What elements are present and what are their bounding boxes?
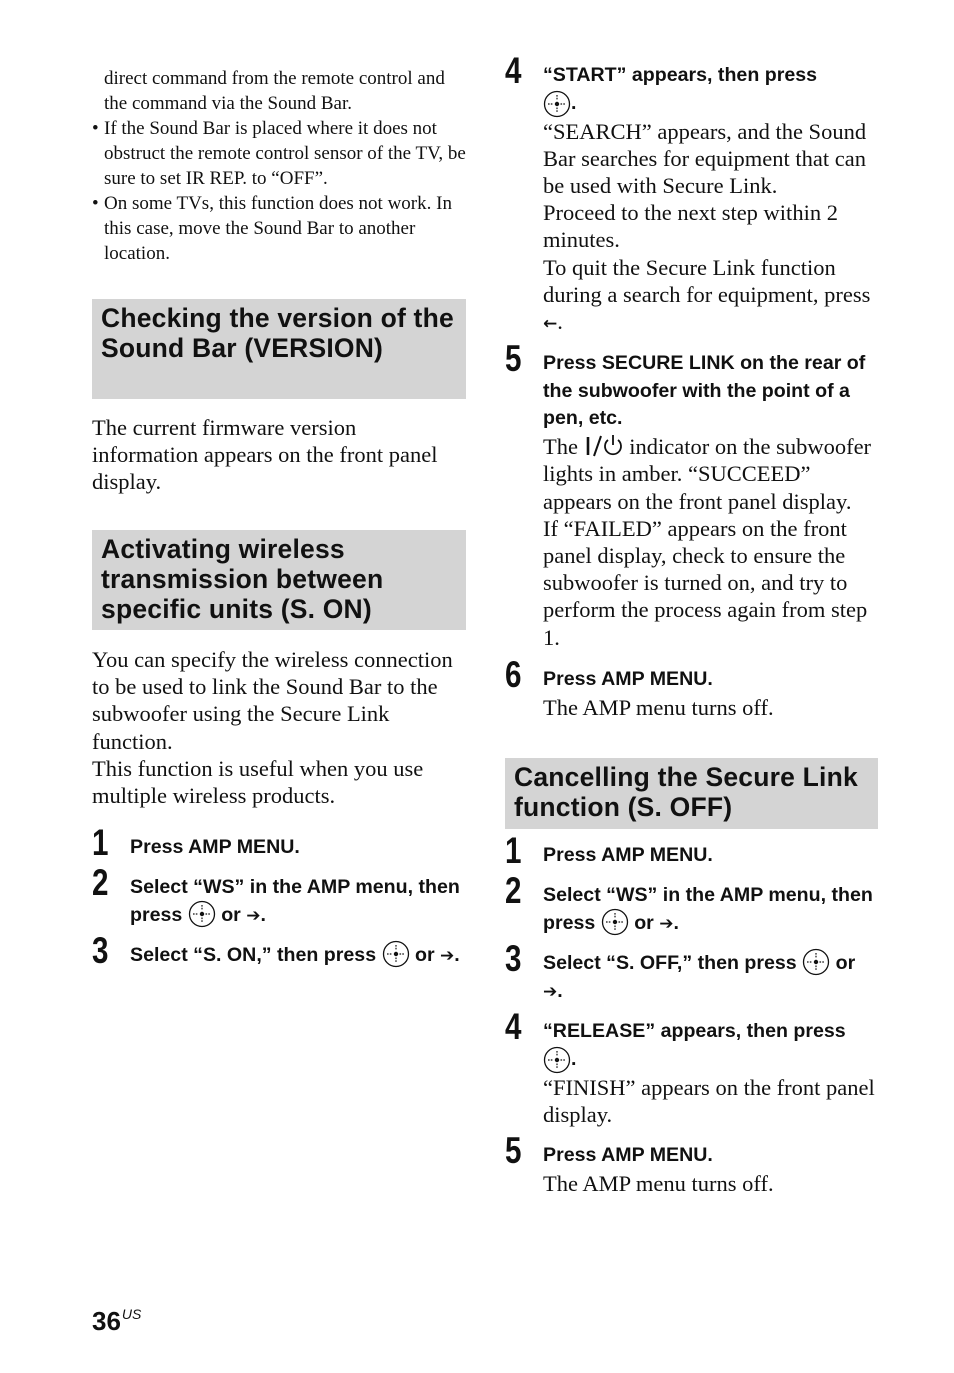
step-5: 5 Press SECURE LINK on the rear of the subwoofer with the point of a pen, etc. The indicator on the subwoofer lights in amber. “SUCCEED” appears on the front panel display. If “FAILED” appears on the front panel display, check to ensure the subwoofer is turned on, and try to perform the process again from step 1. — [505, 338, 872, 650]
back-arrow-icon: ← — [543, 313, 558, 334]
note-bullet: • On some TVs, this function does not work. In this case, move the Sound Bar to another location. — [92, 193, 452, 264]
s-on-description: You can specify the wireless connection to be used to link the Sound Bar to the subwoofer using the Secure Link function. This function is useful when you use multiple wireless products. — [92, 647, 453, 809]
enter-button-icon — [543, 1046, 571, 1074]
step-2: 2 Select “WS” in the AMP menu, then press or ➔. — [505, 870, 873, 934]
section-heading-version: Checking the version of the Sound Bar (VERSION) — [92, 299, 466, 399]
notes-list — [92, 116, 469, 266]
step-3: 3 Select “S. ON,” then press or ➔. — [92, 930, 460, 971]
arrow-right-icon: ➔ — [246, 905, 261, 926]
power-indicator-icon — [584, 434, 624, 458]
page-number: $36^{US}$ — [92, 1306, 142, 1336]
region-code: US — [121, 1306, 142, 1322]
arrow-right-icon: ➔ — [440, 946, 455, 967]
s-on-steps-left — [92, 822, 466, 1026]
step-6: 6 Press AMP MENU. The AMP menu turns off. — [505, 654, 774, 720]
enter-button-icon — [802, 948, 830, 976]
step-5: 5 Press AMP MENU. The AMP menu turns off. — [505, 1130, 774, 1196]
s-on-steps-right — [505, 50, 878, 734]
step-4: 4 “START” appears, then press . “SEARCH” appears, and the Sound Bar searches for equipment that can be used with Secure Link. Proceed to the next step within 2 minutes. To quit the Secure Link function during a search for equipment, press ←. — [505, 50, 871, 334]
step-4: 4 “RELEASE” appears, then press . “FINISH” appears on the front panel display. — [505, 1006, 875, 1127]
section-heading-s-off: Cancelling the Secure Link function (S. OFF) — [505, 758, 878, 829]
intro-continuation: direct command from the remote control and the command via the Sound Bar. — [104, 68, 445, 114]
section-heading-s-on: Activating wireless transmission between specific units (S. ON) — [92, 530, 466, 630]
arrow-right-icon: ➔ — [543, 982, 558, 1002]
s-off-steps — [505, 830, 878, 1214]
enter-button-icon — [543, 90, 571, 118]
note-bullet: • If the Sound Bar is placed where it does not obstruct the remote control sensor of the TV, be sure to set IR REP. to “OFF”. — [92, 118, 466, 189]
arrow-right-icon: ➔ — [659, 913, 674, 934]
step-1: 1 Press AMP MENU. — [92, 822, 300, 863]
step-3: 3 Select “S. OFF,” then press or ➔. — [505, 938, 856, 1002]
step-2: 2 Select “WS” in the AMP menu, then press or ➔. — [92, 862, 460, 926]
step-1: 1 Press AMP MENU. — [505, 830, 713, 871]
enter-button-icon — [382, 940, 410, 968]
enter-button-icon — [188, 900, 216, 928]
version-description: The current firmware version information appears on the front panel display. — [92, 415, 438, 495]
enter-button-icon — [601, 908, 629, 936]
